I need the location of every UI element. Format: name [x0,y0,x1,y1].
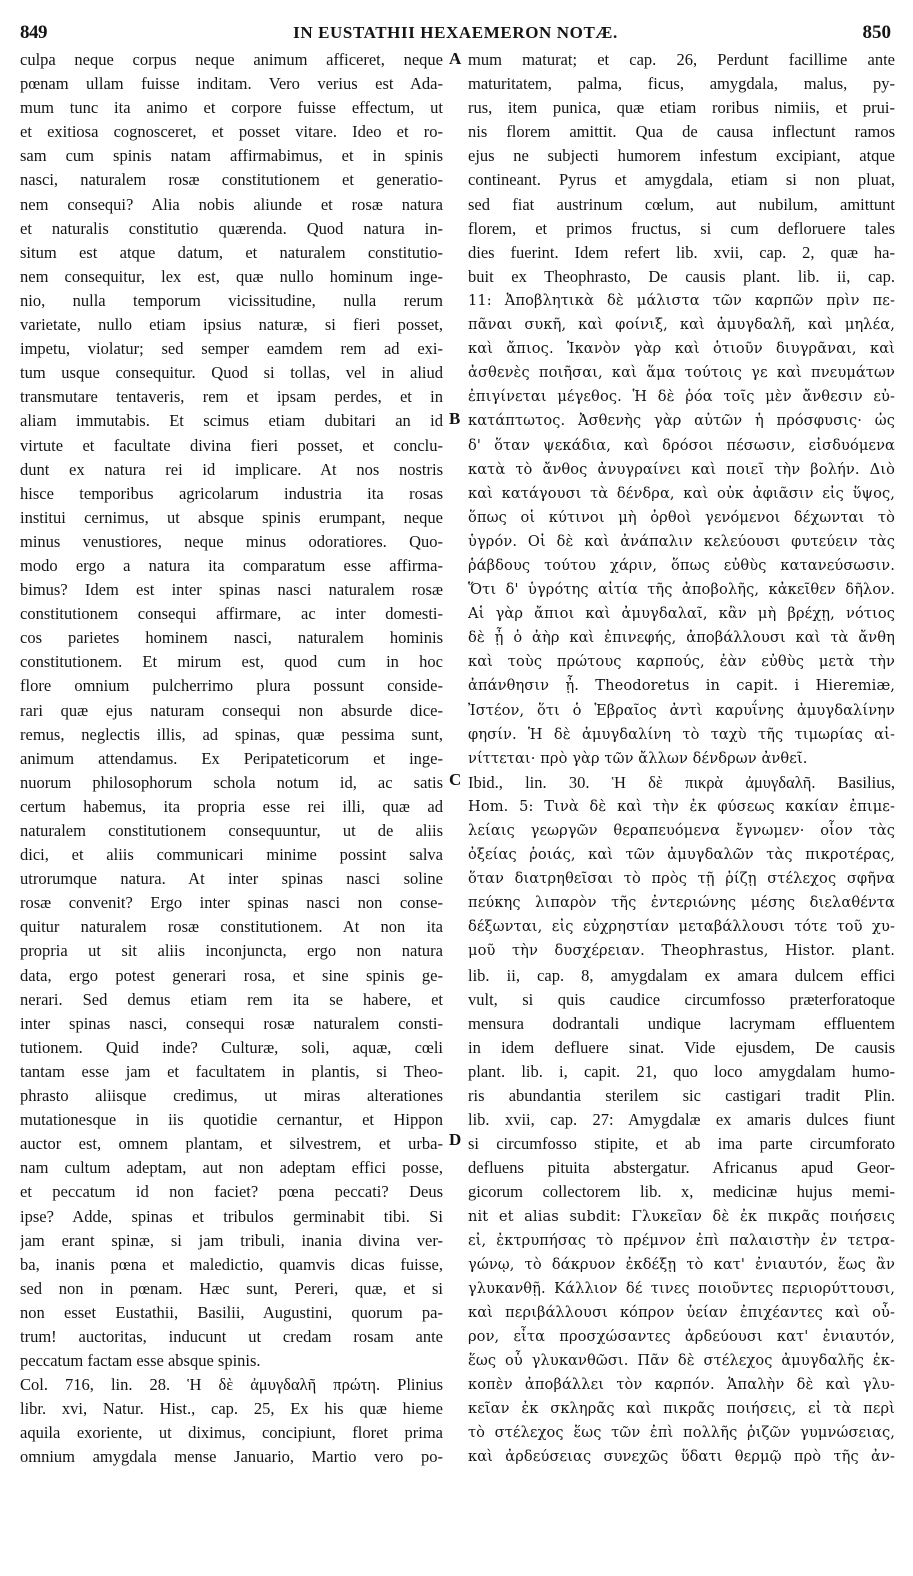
text-line: γλυκανθῇ. Κάλλιον δέ τινες ποιοῦντες περιορύττουσι, [468,1279,895,1297]
text-line: sam cum spinis natam affirmabimus, et in spinis [20,146,443,166]
text-line: quitur naturalem rosæ constitutionem. At non ita [20,917,443,937]
text-line: mum tunc ita animo et corpore fuisse effectum, ut [20,98,443,118]
text-line: propria ut sit aliis inconjuncta, ergo non natura [20,941,443,961]
text-line: nerari. Sed demus etiam rem ita se habere, et [20,989,443,1009]
text-line: culpa neque corpus neque animum afficeret, neque [20,50,443,69]
text-line: institui cernimus, ut absque spinis erumpant, neque [20,507,443,527]
text-line: animum attendamus. Ex Peripateticorum et inge- [20,748,443,768]
text-line: ejus ne subjecti humorem infestum excipiant, atque [468,146,895,166]
text-line: τὸ στέλεχος ἕως τῶν ἐπὶ πολλῆς ῥιζῶν γυμνώσειας, [468,1424,895,1442]
text-line: πεύκης λιπαρὸν τῆς ἐντεριώνης μέσης διελαθέντα [468,894,895,912]
text-line: mutationesque in iis quotidie cernantur, et Hippon [20,1110,443,1130]
page-number-right: 850 [862,22,891,43]
text-line: nam cultum adeptam, aut non adeptam effici posse, [20,1158,443,1178]
text-line: ῥάβδους τούτου χάριν, ὅπως εὐθὺς κατανεύσωσιν. [468,556,895,574]
text-line: lib. ii, cap. 8, amygdalam ex amara dulcem effici [468,965,895,985]
text-line: sed non in pœnam. Hæc sunt, Pereri, quæ, et si [20,1278,443,1298]
text-line: rari quæ ejus naturam consequi non absurde dice- [20,700,443,720]
text-line: καὶ περιβάλλουσι κόπρον ὑείαν ἐπιχέαντες καὶ οὖ- [468,1303,895,1321]
text-line: flore omnium pulcherrimo plura possunt conside- [20,676,443,696]
text-line: omnium amygdala mense Januario, Martio vero po- [20,1447,443,1467]
text-line: in idem defluere sinat. Vide ejusdem, De causis [468,1037,895,1057]
text-line: peccatum factam esse absque spinis. [20,1351,261,1371]
margin-letter-c: C [449,770,462,789]
margin-letter-a: A [449,49,462,68]
text-line: dunt ex natura rei id implicare. At nos nostris [20,459,443,479]
text-line: vult, si quis caudice circumfosso præterforatoque [468,989,895,1009]
text-line: remus, neglectis illis, ad spinas, quæ pessima sunt, [20,724,443,744]
text-line: sed fiat austrinum cœlum, aut nubilum, amittunt [468,194,895,214]
page-header [20,22,891,46]
text-line: rosæ convenit? Ergo inter spinas nasci non conse- [20,893,443,913]
text-line: tantam esse jam et facultatem in plantis, si Theo- [20,1061,443,1081]
text-line: nem consequitur, lex est, quæ nullo hominum inge- [20,266,443,286]
text-line: aliam immutabis. Et scimus etiam dubitari an id [20,411,443,431]
text-line: inter spinas nasci, consequi rosæ naturalem consti- [20,1013,443,1033]
right-column [468,48,895,1470]
text-line: virtute et facultate divina fieri posset, et conclu- [20,435,443,455]
text-line: gicorum collectorem lib. x, medicinæ hujus memi- [468,1182,895,1202]
text-line: situm est atque datum, et naturalem constitutio- [20,242,443,262]
text-line: καὶ κατάγουσι τὰ δένδρα, καὶ οὐκ ἀφιᾶσιν εἰς ὕψος, [468,484,895,502]
text-line: καὶ τοὺς πρώτους καρπούς, ἐὰν εὐθὺς μετὰ τὴν [468,653,895,671]
text-line: λείαις γεωργῶν θεραπευόμενα ἔγνωμεν· οἷον τὰς [468,822,895,839]
text-line: ipse? Adde, spinas et tribulos germinabit tibi. Si [20,1206,443,1226]
text-line: Hom. 5: Τινὰ δὲ καὶ τὴν ἐκ φύσεως κακίαν ἐπιμε- [468,797,895,815]
text-line: plant. lib. i, capit. 21, quo loco amygdalam humo- [468,1061,895,1081]
text-line: phrasto aliisque credimus, ut miras alterationes [20,1086,443,1106]
text-line: defluens pituita abstergatur. Africanus apud Geor- [468,1158,895,1178]
text-line: Αἱ γὰρ ἄπιοι καὶ ἀμυγδαλαῖ, κἂν μὴ βρέχῃ, νότιος [468,605,895,623]
text-line: constitutionem. Et mirum est, quod cum in hoc [20,652,443,672]
text-line: mum maturat; et cap. 26, Perdunt facillime ante [468,50,895,69]
text-line: ἕως οὗ γλυκανθῶσι. Πᾶν δὲ στέλεχος ἀμυγδαλῆς ἐκ- [468,1352,895,1370]
text-line: nio, nulla temporum vicissitudine, nulla rerum [20,290,443,310]
page-number-left: 849 [20,22,47,43]
text-line: tum usque consequitur. Quod si tollas, vel in aliud [20,363,443,383]
text-line: κατὰ τὸ ἄνθος ἀνυγραίνει καὶ ποιεῖ τὴν βολήν. Διὸ [468,460,895,478]
text-line: modo ergo a natura ita comparatum esse affirma- [20,555,443,575]
text-line: ὅπως οἱ κύτινοι μὴ ὀρθοὶ γενόμενοι δέχωνται τὸ [468,508,895,526]
text-line: bimus? Idem est inter spinas nasci naturalem rosæ [20,580,443,600]
text-line: utrorumque natura. At inter spinas nasci soline [20,869,443,889]
text-line: non esset Eustathii, Basilii, Augustini, quorum pa- [20,1302,443,1322]
text-line: nem consequi? Alia nobis aliunde et rosæ natura [20,194,443,214]
text-line: lib. xvii, cap. 27: Amygdalæ ex amaris dulces fiunt [468,1110,895,1130]
text-line: εἰ, ἐκτρυπήσας τὸ πρέμνον ἐπὶ παλαιστὴν ἐν τετρα- [468,1231,895,1249]
text-line: νίττεται· πρὸ γὰρ τῶν ἄλλων δένδρων ἀνθεῖ. [468,749,808,767]
text-line: cos parietes hominem nasci, naturalem hominis [20,628,443,648]
text-line: ὀξείας ῥοιάς, καὶ τῶν ἀμυγδαλῶν τὰς πικροτέρας, [468,846,895,864]
text-line: nit et alias subdit: Γλυκεῖαν δὲ ἐκ πικρᾶς ποιήσεις [468,1207,895,1225]
text-line: πᾶναι συκῆ, καὶ φοίνιξ, καὶ ἀμυγδαλῆ, καὶ μηλέα, [468,316,895,334]
text-line: nasci, naturalem rosæ constitutionem et generatio- [20,170,443,190]
text-line: libr. xvi, Natur. Hist., cap. 25, Ex his quæ hieme [20,1399,443,1419]
text-line: et naturalis constitutio quærenda. Quod natura in- [20,218,443,238]
text-line: dies fuerint. Idem refert lib. xvii, cap. 2, quæ ha- [468,242,895,262]
text-line: 11: Ἀποβλητικὰ δὲ μάλιστα τῶν καρπῶν πρὶν πε- [468,291,895,309]
text-line: tutionem. Quid inde? Culturæ, soli, aquæ, cœli [20,1037,443,1057]
text-line: ἀπάνθησιν ᾖ. Theodoretus in capit. i Hieremiæ, [468,677,895,695]
text-line: ris abundantia sterilem sic castigari tradit Plin. [468,1086,895,1106]
text-line: et exitiosa cognosceret, et posset vitare. Ideo et ro- [20,122,443,142]
text-line: rus, item punica, quæ etiam roribus nimiis, et prui- [468,98,895,118]
text-line: καὶ ἄπιος. Ἱκανὸν γὰρ καὶ ὁτιοῦν διυγρᾶναι, καὶ [468,340,895,358]
text-line: κατάπτωτος. Ἀσθενὴς γὰρ αὐτῶν ἡ πρόσφυσις· ὡς [468,412,895,430]
text-line: naturalem constitutionem consequuntur, ut de aliis [20,821,443,840]
text-line: hisce temporibus agricolarum industria ita rosas [20,483,443,503]
text-line: constitutionem consequi affirmare, ac inter domesti- [20,604,443,624]
text-line: δὲ ᾖ ὁ ἀὴρ καὶ ἐπινεφής, ἀποβάλλουσι καὶ τὰ ἄνθη [468,629,895,647]
text-line: φησίν. Ἡ δὲ ἀμυγδαλίνη τὸ ταχὺ τῆς τιμωρίας αἰ- [468,725,895,743]
text-line: buit ex Theophrasto, De causis plant. lib. ii, cap. [468,266,895,286]
text-line: ἐπιγίνεται μέγεθος. Ἡ δὲ ῥόα τοῖς μὲν ἄνθεσιν εὐ- [468,388,895,406]
text-line: κοπὲν ἀποβάλλει τὸν καρπόν. Ἁπαλὴν δὲ καὶ γλυ- [468,1376,895,1394]
text-line: pœnam ullam fuisse inditam. Vero verius est Ada- [20,74,443,94]
margin-letter-b: B [449,409,461,428]
text-line: ὑγρόν. Οἱ δὲ καὶ ἀνάπαλιν κελεύουσι φυτεύειν τὰς [468,532,895,550]
text-line: nuorum philosophorum schola notum id, ac satis [20,772,443,792]
text-line: transmutare tentaveris, rem et ipsam perdes, et in [20,387,443,407]
text-line: Ἰστέον, ὅτι ὁ Ἑβραῖος ἀντὶ καρυΐνης ἀμυγδαλίνην [468,701,895,719]
text-line: florem, et primos fructus, si cum defloruere tales [468,218,895,238]
text-line: trum! auctoritas, inducunt ut credam rosam ante [20,1326,443,1346]
text-line: δ' ὅταν ψεκάδια, καὶ δρόσοι πέσωσιν, εἰσδυόμενα [468,436,895,454]
text-line: jam erant spinæ, si jam tribuli, inania divina ver- [20,1230,443,1250]
text-line: si circumfosso stipite, et ab ima parte circumforato [468,1134,895,1154]
text-line: impetu, violatur; sed semper eamdem rem ad exi- [20,339,443,359]
text-line: ba, inanis pœna et maledictio, quamvis dicas fuisse, [20,1254,443,1274]
text-line: contineant. Pyrus et amygdala, etiam si non pluat, [468,170,895,190]
text-line: Ὅτι δ' ὑγρότης αἰτία τῆς ἀποβολῆς, κἀκεῖθεν δῆλον. [468,581,895,599]
text-line: nis florem amittit. Qua de causa inflectunt ramos [468,122,895,142]
text-line: γώνῳ, τὸ δάκρυον ἐκδέξῃ τὸ κατ' ἐνιαυτόν, ἕως ἂν [468,1255,895,1273]
text-line: varietate, nullo etiam ipsius naturæ, si fieri posset, [20,315,443,335]
left-column [20,48,443,1470]
margin-letter-d: D [449,1130,462,1149]
text-line: μοῦ τὴν δυσχέρειαν. Theophrastus, Histor. plant. [468,942,895,960]
text-line: Ibid., lin. 30. Ἡ δὲ πικρὰ ἀμυγδαλῆ. Basilius, [468,772,895,792]
running-title: IN EUSTATHII HEXAEMERON NOTÆ. [293,23,618,42]
text-line: auctor est, omnem plantam, et silvestrem, et urba- [20,1134,443,1154]
text-line: certum habemus, ita propria esse rei illi, quæ ad [20,796,443,816]
text-line: καὶ ἀρδεύσειας συνεχῶς ὕδατι θερμῷ πρὸ τῆς ἀν- [468,1448,895,1466]
text-line: κεῖαν ἐκ σκληρᾶς καὶ πικρᾶς ποιήσεις, εἰ τὰ περὶ [468,1400,895,1418]
text-line: dici, et aliis communicari minime possint salva [20,845,443,865]
text-line: maturitatem, palma, ficus, amygdala, malus, py- [468,74,895,94]
text-line: Col. 716, lin. 28. Ἡ δὲ ἀμυγδαλῆ πρώτη. Plinius [20,1375,443,1395]
text-line: δέξωνται, εἰς εὐχρηστίαν μεταβάλλουσι τότε τοῦ χυ- [468,918,895,936]
text-line: mensura dodrantali undique lacrymam effluentem [468,1013,895,1033]
text-line: ρον, εἶτα προσχώσαντες ἀρδεύουσι κατ' ἐνιαυτόν, [468,1327,895,1345]
text-line: ἀσθενὲς ποιῆσαι, καὶ ἅμα τούτοις γε καὶ πνευμάτων [468,364,895,382]
text-line: data, ergo potest generari rosa, et sine spinis ge- [20,965,443,985]
text-line: et peccatum id non faciet? pœna peccati? Deus [20,1182,443,1202]
text-line: minus venustiores, neque minus odoratiores. Quo- [20,531,443,551]
text-line: ὅταν διατρηθεῖσαι τὸ πρὸς τῇ ῥίζῃ στέλεχος σφῆνα [468,870,895,888]
text-line: aquila exoriente, ut diximus, concipiunt, floret prima [20,1423,443,1443]
